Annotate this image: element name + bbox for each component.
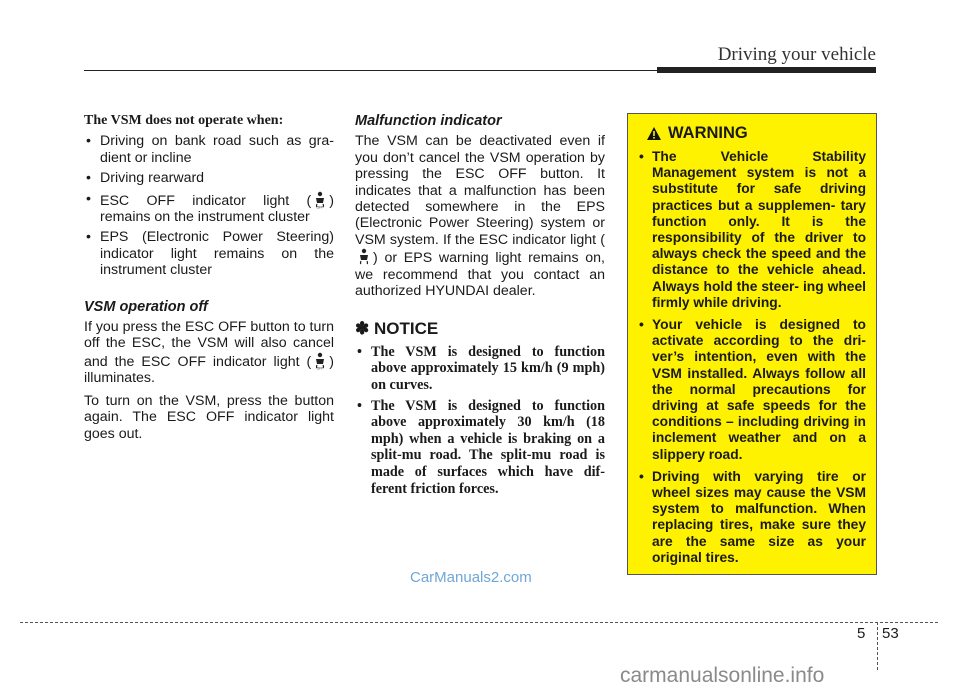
vsm-not-operate-heading: The VSM does not operate when:	[84, 113, 284, 128]
list-item: • The VSM is designed to function above approximately 30 km/h (18 mph) when a vehicle is braking on a split-mu road. The split-mu road is made of surfaces which have dif- ferent friction forces.	[355, 398, 605, 498]
list-item: • Driving with varying tire or wheel sizes may cause the VSM system to malfunction. When replacing tires, make sure they are the same size as your original tires.	[638, 469, 866, 566]
list-item: • The VSM is designed to function above approximately 15 km/h (9 mph) on curves.	[355, 344, 605, 394]
malfunction-paragraph: The VSM can be deactivated even if you don’t cancel the VSM operation by pressing the ESC OFF button. It indicates that a malfunction has been detected somewhere in the EPS (Electronic Power Steering) system or VSM system. If the ESC indicator light () or EPS warning light remains on, we recommend that you contact an authorized HYUNDAI dealer.	[355, 133, 605, 300]
column-middle	[355, 113, 605, 501]
column-left	[84, 113, 334, 448]
list-item: • EPS (Electronic Power Steering) indicator light remains on the instrument cluster	[84, 229, 334, 278]
list-item: • The Vehicle Stability Management system is not a substitute for safe driving practices but a supplemen- tary function only. It is the responsibility of the driver to always check the speed and the distance to the vehicle ahead. Always hold the steer- ing wheel firmly while driving.	[638, 149, 866, 311]
esc-off-icon	[313, 191, 327, 209]
footer-page-divider	[877, 622, 878, 670]
esc-bullet-text-after: ) remains on the instrument cluster	[100, 192, 334, 226]
header-rule-thick	[657, 67, 876, 73]
list-item: • Your vehicle is designed to activate according to the dri- ver’s intention, even with the VSM installed. Always follow all the normal precautions for driving at safe speeds for the conditions – including driving in inclement weather and on a slippery road.	[638, 317, 866, 463]
esc-bullet-text-before: ESC OFF indicator light (	[100, 192, 312, 209]
warning-list	[638, 149, 866, 566]
notice-list	[355, 344, 605, 497]
footer-dashed-rule	[20, 622, 938, 623]
watermark-link[interactable]: CarManuals2.com	[410, 569, 532, 586]
header-rule-thin	[84, 70, 660, 71]
esc-off-icon	[313, 352, 327, 370]
svg-text:OFF: OFF	[316, 366, 324, 370]
warning-title: WARNING	[668, 124, 748, 142]
page-section-number: 5	[857, 625, 866, 642]
list-item-esc	[84, 191, 334, 226]
warning-triangle-icon	[646, 126, 662, 141]
vsm-operation-off-heading: VSM operation off	[84, 298, 208, 315]
esc-icon	[357, 248, 371, 266]
footer-watermark: carmanualsonline.info	[620, 664, 825, 687]
malfunction-indicator-heading: Malfunction indicator	[355, 113, 502, 129]
section-header-title: Driving your vehicle	[717, 44, 876, 65]
vsm-off-paragraph-1: If you press the ESC OFF button to turn off the ESC, the VSM will also cancel and the ESC OFF indicator light ( OFF ) illuminates.	[84, 319, 334, 387]
vsm-off-paragraph-2: To turn on the VSM, press the button again. The ESC OFF indicator light goes out.	[84, 392, 334, 442]
page-number: 53	[882, 625, 899, 642]
svg-text:OFF: OFF	[316, 205, 324, 209]
notice-heading: ✽ NOTICE	[355, 319, 439, 339]
warning-box	[627, 113, 877, 575]
warning-heading	[646, 124, 866, 143]
list-item: • Driving on bank road such as gra- dient or incline	[84, 133, 334, 166]
list-item: • Driving rearward	[84, 170, 334, 186]
vsm-conditions-list	[84, 133, 334, 278]
